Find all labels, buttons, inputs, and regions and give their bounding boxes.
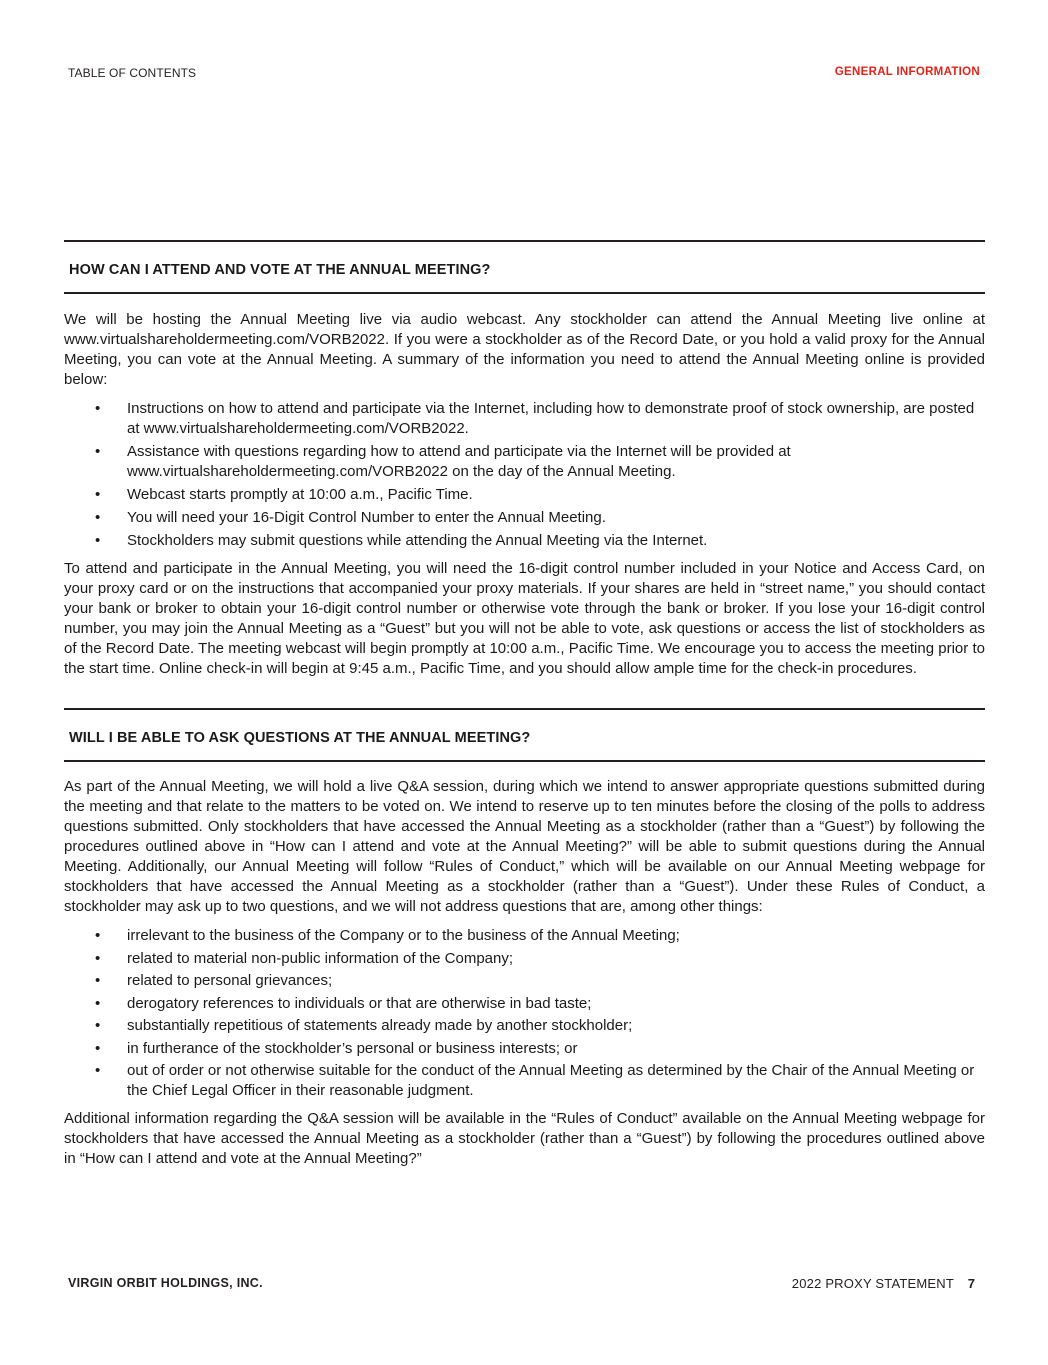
list-item: • substantially repetitious of statements already made by another stockholder;	[95, 1017, 633, 1034]
company-name: VIRGIN ORBIT HOLDINGS, INC.	[68, 1276, 263, 1290]
section-label: GENERAL INFORMATION	[834, 66, 980, 78]
document-body	[64, 240, 985, 1169]
document-title: 2022 PROXY STATEMENT	[791, 1276, 954, 1291]
table-of-contents-link[interactable]: TABLE OF CONTENTS	[68, 66, 197, 80]
list-item: • related to personal grievances;	[95, 972, 333, 989]
bullet-icon: •	[95, 1062, 101, 1079]
bullet-icon: •	[95, 509, 101, 526]
bullet-icon: •	[95, 443, 101, 460]
list-item: • Instructions on how to attend and participate via the Internet, including how to demonstrate proof of stock ownership, are posted at www.virtualshareholdermeeting.com/VORB2022.	[95, 400, 975, 437]
bullet-icon: •	[95, 949, 101, 967]
list-item: • Stockholders may submit questions while attending the Annual Meeting via the Internet.	[95, 532, 708, 549]
section-heading-questions: WILL I BE ABLE TO ASK QUESTIONS AT THE ANNUAL MEETING?	[69, 730, 531, 746]
bullet-icon: •	[95, 1017, 101, 1034]
list-item: • You will need your 16-Digit Control Number to enter the Annual Meeting.	[95, 509, 606, 526]
bullet-icon: •	[95, 927, 101, 944]
bullet-icon: •	[95, 532, 101, 549]
list-item: • out of order or not otherwise suitable for the conduct of the Annual Meeting as determined by the Chair of the Annual Meeting or the Chief Legal Officer in their reasonable judgment.	[95, 1062, 975, 1099]
page-header	[68, 66, 980, 80]
bullet-icon: •	[95, 400, 101, 417]
page-number: 7	[967, 1276, 975, 1291]
questions-closing-paragraph: Additional information regarding the Q&A session will be available in the “Rules of Conduct” available on the Annual Meeting webpage for stockholders that have accessed the Annual Meeting as a stockholder (rather than a “Guest”) by following the procedures outlined above in “How can I attend and vote at the Annual Meeting?”	[64, 1110, 985, 1167]
questions-bullet-list	[64, 926, 985, 1101]
bullet-icon: •	[95, 972, 101, 989]
list-item: • irrelevant to the business of the Company or to the business of the Annual Meeting;	[95, 927, 680, 944]
list-item: • derogatory references to individuals or that are otherwise in bad taste;	[95, 994, 592, 1012]
bullet-icon: •	[95, 1039, 101, 1057]
section-heading-rule	[64, 760, 985, 762]
section-heading-rule	[64, 292, 985, 294]
bullet-icon: •	[95, 994, 101, 1012]
list-item: • Webcast starts promptly at 10:00 a.m., Pacific Time.	[95, 486, 473, 503]
attend-intro-paragraph: We will be hosting the Annual Meeting live via audio webcast. Any stockholder can attend the Annual Meeting live online at www.virtualshareholdermeeting.com/VORB2022. If you were a stockholder as of the Record Date, or you hold a valid proxy for the Annual Meeting, you can vote at the Annual Meeting. A summary of the information you need to attend the Annual Meeting online is provided below:	[64, 311, 985, 388]
bullet-icon: •	[95, 486, 101, 503]
questions-intro-paragraph: As part of the Annual Meeting, we will hold a live Q&A session, during which we intend to answer appropriate questions submitted during the meeting and that relate to the matters to be voted on. We intend to reserve up to ten minutes before the closing of the polls to address questions submitted. Only stockholders that have accessed the Annual Meeting as a stockholder (rather than a “Guest”) by following the procedures outlined above in “How can I attend and vote at the Annual Meeting?” will be able to submit questions during the Annual Meeting. Additionally, our Annual Meeting will follow “Rules of Conduct,” which will be available on our Annual Meeting webpage for stockholders that have accessed the Annual Meeting as a stockholder (rather than a “Guest”). Under these Rules of Conduct, a stockholder may ask up to two questions, and we will not address questions that are, among other things:	[64, 778, 985, 915]
attend-bullet-list	[64, 399, 985, 551]
list-item: • in furtherance of the stockholder’s personal or business interests; or	[95, 1039, 578, 1057]
list-item: • Assistance with questions regarding how to attend and participate via the Internet will be provided at www.virtualshareholdermeeting.com/VORB2022 on the day of the Annual Meeting.	[95, 443, 791, 480]
attend-closing-paragraph: To attend and participate in the Annual Meeting, you will need the 16-digit control number included in your Notice and Access Card, on your proxy card or on the instructions that accompanied your proxy materials. If your shares are held in “street name,” you should contact your bank or broker to obtain your 16-digit control number or otherwise vote through the bank or broker. If you lose your 16-digit control number, you may join the Annual Meeting as a “Guest” but you will not be able to vote, ask questions or access the list of stockholders as of the Record Date. The meeting webcast will begin promptly at 10:00 a.m., Pacific Time. We encourage you to access the meeting prior to the start time. Online check-in will begin at 9:45 a.m., Pacific Time, and you should allow ample time for the check-in procedures.	[64, 560, 985, 677]
section-heading-attend-vote: HOW CAN I ATTEND AND VOTE AT THE ANNUAL MEETING?	[69, 262, 491, 278]
list-item: • related to material non-public information of the Company;	[95, 949, 514, 967]
page-footer	[68, 1276, 980, 1292]
